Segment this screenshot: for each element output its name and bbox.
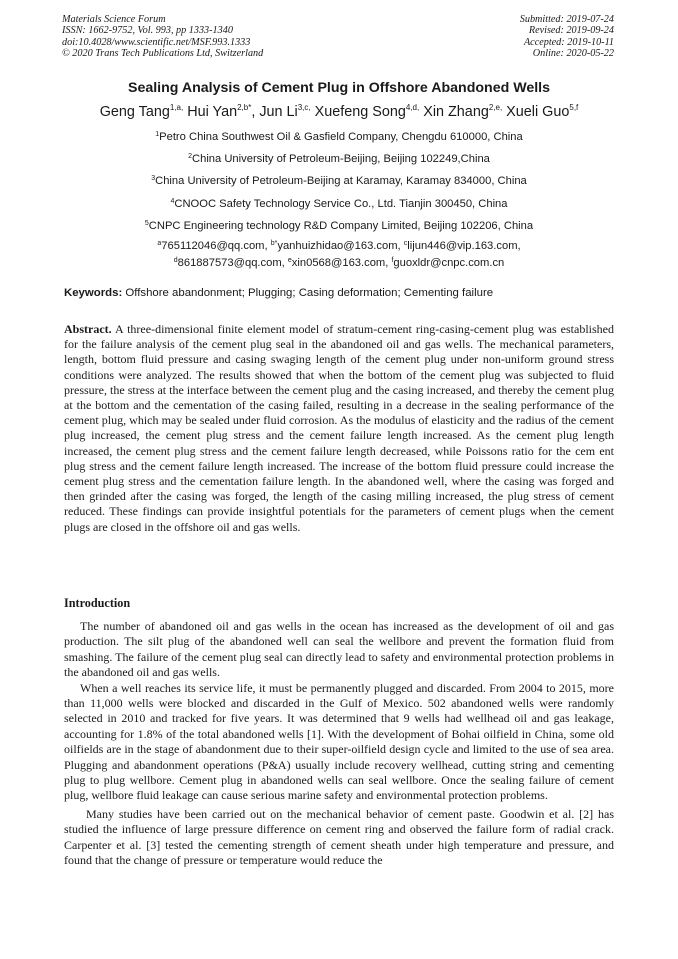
affiliation: $^3$China University of Petroleum-Beijing at Karamay, Karamay 834000, China (151, 175, 527, 188)
email-link: yanhuizhidao@163.com, (277, 240, 404, 252)
affiliation: $^4$CNOOC Safety Technology Service Co., Ltd. Tianjin 300450, China (170, 197, 508, 210)
abstract-text: A three-dimensional finite element model of stratum-cement ring-casing-cement plug was established for the failure analysis of the cement plug seal in the abandoned oil and gas wells. The mechanical parameters, length, bottom fluid pressure and casing swaging length of the cement plug under non-uniform ground stress conditions were analyzed. The results showed that when the bottom of the cement plug was subjected to fluid pressure, the stress at the interface between the cement plug and the casing increased, and thereby the cement plug at the bottom and the cementation of the casing failed, resulting in a decrease in the sealing performance of the cement plug, which may be sealed under fluid corrosion. As the modulus of elasticity and the radius of the cement plug increased, the cement plug stress and the cement failure length increased. As the cement plug length increased, the cement plug stress and the cement failure length decreased, while Poissons ratio for the cem ent plug stress and the cement failure length increased. The increase of the bottom fluid pressure could increase the cement plug stress and the cementation failure length. In the abandoned well, where the casing was forged and then grinded after the casing was forged, the length of the casing milling increased, the plug stress of cement reduced. These findings can provide insightful potentials for the parameters of cement plugs when the cement plugs are closed in the offshore oil and gas wells. (64, 322, 614, 534)
paper-title: Sealing Analysis of Cement Plug in Offshore Abandoned Wells (127, 80, 550, 96)
keywords-text: Offshore abandonment; Plugging; Casing deformation; Cementing failure (122, 287, 494, 299)
introduction-body (64, 619, 614, 869)
email-link: 765112046@qq.com, (161, 240, 271, 252)
author: Geng Tang$^{1,a,}$ (99, 103, 184, 120)
journal-doi: doi:10.4028/www.scientific.net/MSF.993.1333 (62, 36, 251, 48)
body-paragraph: When a well reaches its service life, it must be permanently plugged and discarded. From 2004 to 2015, more than 11,000 wells were blocked and discarded in the Gulf of Mexico. 502 abandoned wells were randomly selected in 2010 and tracked for five years. It was determined that 9 wells had wellhead oil and gas leakage, accounting for 1.8% of the total abandoned wells [1]. With the development of Bohai oilfield in China, some old oilfields are in the stage of abandonment due to their super-oilfield design cycle and limited to the use of sea area. Plugging and abandonment operations (P&A) usually include recovery wellhead, cutting string and cementing plug to plug wellbore. Cement plug in abandoned wells can seal wellbore. Once the sealing failure of cement plug, wellbore fluid leakage can cause serious marine safety and environmental protection problems. (64, 680, 614, 803)
journal-issn: ISSN: 1662-9752, Vol. 993, pp 1333-1340 (62, 25, 233, 37)
affiliation: $^1$Petro China Southwest Oil & Gasfield Company, Chengdu 610000, China (155, 131, 523, 143)
date-submitted: Submitted: 2019-07-24 (519, 14, 614, 25)
email-link: guoxldr@cnpc.com.cn (393, 256, 505, 269)
date-accepted: Accepted: 2019-10-11 (523, 36, 614, 48)
abstract-label: Abstract. (64, 322, 112, 336)
affiliation: $^2$China University of Petroleum-Beijing, Beijing 102249,China (188, 153, 490, 166)
author: Hui Yan$^{2,b*}$ (187, 103, 252, 120)
author: Xin Zhang$^{2,e,}$ (423, 103, 503, 120)
affiliation: $^5$CNPC Engineering technology R&D Company Limited, Beijing 102206, China (144, 219, 534, 232)
keywords (64, 287, 624, 299)
email-link: xin0568@163.com, (291, 256, 392, 269)
body-paragraph: The number of abandoned oil and gas wells in the ocean has increased as the development of oil and gas production. The silt plug of the abandoned well can seal the wellbore and prevent the formation fluid from smashing. The failure of the cement plug seal can directly lead to safety and environmental protection problems in the abandoned oil and gas wells. (64, 619, 614, 680)
email-link: lijun446@vip.163.com, (407, 240, 521, 252)
email-line: $^d$861887573@qq.com, $^e$xin0568@163.com, $^f$guoxldr@cnpc.com.cn (173, 256, 505, 269)
email-line: $^a$765112046@qq.com, $^{b*}$yanhuizhidao@163.com, $^c$lijun446@vip.163.com, (157, 240, 521, 252)
journal-header (62, 14, 263, 60)
journal-copyright: © 2020 Trans Tech Publications Ltd, Switzerland (62, 48, 264, 60)
body-paragraph: Many studies have been carried out on the mechanical behavior of cement paste. Goodwin et al. [2] has studied the influence of large pressure difference on cement ring and observed the failure form of radial crack. Carpenter et al. [3] tested the cementing strength of cement sheath under high temperature and pressure, and found that the change of pressure or temperature would reduce the (64, 806, 614, 868)
email-link: 861887573@qq.com, (177, 256, 288, 269)
date-online: Online: 2020-05-22 (532, 48, 614, 60)
journal-name: Materials Science Forum (62, 14, 166, 25)
abstract (64, 322, 614, 535)
date-revised: Revised: 2019-09-24 (528, 25, 614, 37)
keywords-label: Keywords: (64, 287, 123, 299)
section-heading: Introduction (64, 596, 131, 610)
author: Xuefeng Song$^{4,d,}$ (314, 103, 420, 120)
dates-header (520, 14, 614, 60)
affiliation-list (0, 131, 678, 242)
author-list: Geng Tang$^{1,a,}$ Hui Yan$^{2,b*}$, Jun $Li^{3,c,}$ Xuefeng Song$^{4,d,}$ Xin Zhang$^{2,e,}$ Xueli Guo$^{5,f}$ (99, 103, 579, 120)
author: Xueli Guo$^{5,f}$ (506, 103, 579, 120)
author: Jun $Li^{3,c,}$ (259, 103, 311, 120)
email-list (0, 238, 678, 271)
